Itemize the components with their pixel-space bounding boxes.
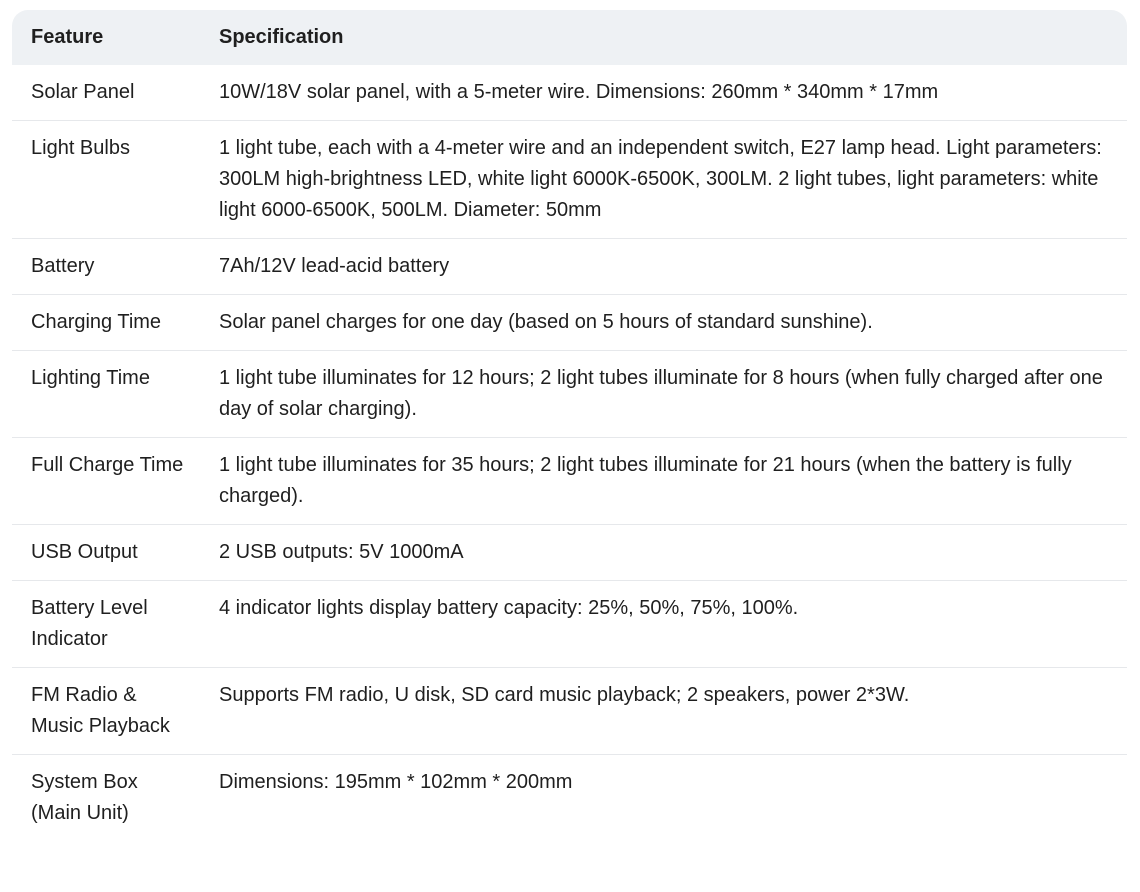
table-row [12,121,1127,239]
spec-table-container [12,10,1127,841]
table-row [12,351,1127,438]
table-row [12,668,1127,755]
table-row [12,438,1127,525]
specification-cell: Supports FM radio, U disk, SD card music playback; 2 speakers, power 2*3W. [200,668,1127,755]
header-feature: Feature [31,26,104,48]
specification-cell: 1 light tube illuminates for 35 hours; 2 light tubes illuminate for 21 hours (when the battery is fully charged). [200,438,1127,525]
table-header [12,10,1127,65]
feature-cell: Charging Time [12,295,200,351]
table-row [12,239,1127,295]
header-specification: Specification [219,26,344,48]
table-row [12,295,1127,351]
table-row [12,755,1127,842]
table-row [12,525,1127,581]
feature-cell: Solar Panel [12,65,200,121]
feature-cell: Battery [12,239,200,295]
specification-cell: 2 USB outputs: 5V 1000mA [200,525,1127,581]
feature-cell: Light Bulbs [12,121,200,239]
specification-cell: 1 light tube, each with a 4-meter wire and an independent switch, E27 lamp head. Light parameters: 300LM high-brightness LED, white light 6000K-6500K, 300LM. 2 light tubes, light parameters: white light 6000-6500K, 500LM. Diameter: 50mm [200,121,1127,239]
feature-cell: FM Radio & Music Playback [12,668,200,755]
feature-cell: Lighting Time [12,351,200,438]
specification-cell: 1 light tube illuminates for 12 hours; 2 light tubes illuminate for 8 hours (when fully charged after one day of solar charging). [200,351,1127,438]
feature-cell: Full Charge Time [12,438,200,525]
specification-cell: 4 indicator lights display battery capacity: 25%, 50%, 75%, 100%. [200,581,1127,668]
feature-cell: USB Output [12,525,200,581]
table-row [12,581,1127,668]
table-header-row [12,10,1127,65]
specification-cell: 10W/18V solar panel, with a 5-meter wire. Dimensions: 260mm * 340mm * 17mm [200,65,1127,121]
table-row [12,65,1127,121]
table-body [12,65,1127,841]
specification-cell: Dimensions: 195mm * 102mm * 200mm [219,771,573,793]
spec-table [12,10,1127,841]
specification-cell: Solar panel charges for one day (based on 5 hours of standard sunshine). [200,295,1127,351]
specification-cell: 7Ah/12V lead-acid battery [200,239,1127,295]
feature-cell: System Box (Main Unit) [31,771,138,824]
feature-cell: Battery Level Indicator [12,581,200,668]
